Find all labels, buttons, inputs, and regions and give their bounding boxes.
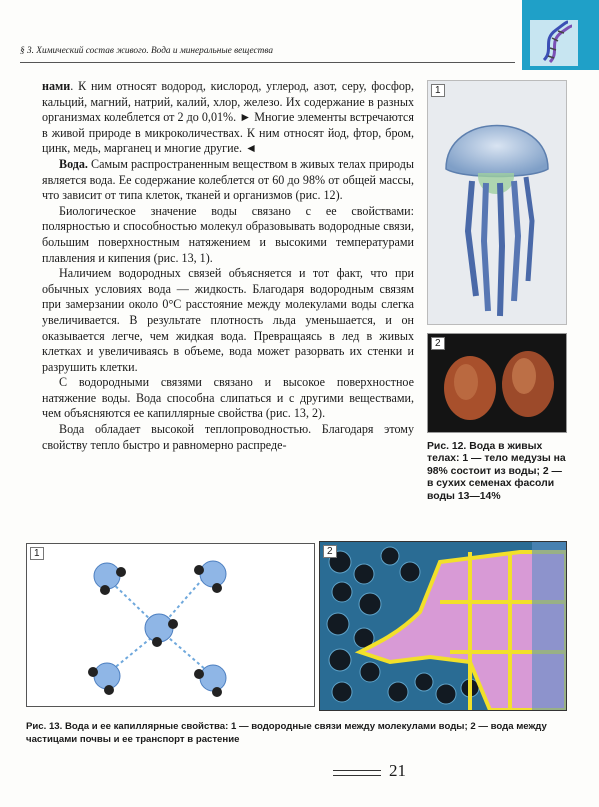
figure-13-1-hydrogen-bonds (26, 543, 315, 707)
page-number: 21 (389, 761, 406, 780)
figure-12-caption: Рис. 12. Вода в живых телах: 1 — тело медузы на 98% состоит из воды; 2 — в сухих семенах фасоли воды 13—14% (427, 441, 566, 502)
water-molecules-diagram (27, 544, 314, 706)
paragraph-1: нами. К ним относят водород, кислород, углерод, азот, серу, фосфор, кальций, магний, натрий, калий, хлор, железо. Их содержание в разных организмах колеблется от 2 до 0,01%. ► Многие элементы встречаются в живой природе в микроколичествах. К ним относят йод, фтор, бром, цинк, медь, марганец и многие другие. ◄ (42, 79, 414, 156)
dna-icon (530, 20, 578, 66)
term-water: Вода. (59, 156, 88, 171)
paragraph-4: Наличием водородных связей объясняется и тот факт, что при обычных условиях вода — жидкость. Благодаря водородным связям при замерзании около 0°С расстояние между молекулами воды слегка увеличивается. В результате плотность льда уменьшается, и он оказывается легче, чем жидкая вода. Превращаясь в лед в живых клетках и увеличиваясь в объеме, вода может разорвать их стенки и разрушить клетки. (42, 266, 414, 374)
page-number-rule (333, 775, 381, 776)
figure-13-2-soil-root (319, 541, 567, 711)
page-number-rule (333, 770, 381, 771)
paragraph-water: Вода. Самым распространенным веществом в живых телах природы является вода. Ее содержание колеблется от 60 до 98% от общей массы, что зависит от типа клеток, тканей и организмов (рис. 12). (42, 156, 414, 203)
figure-label: 2 (431, 337, 445, 350)
bold-fragment: нами (42, 79, 71, 93)
figure-13-caption: Рис. 13. Вода и ее капиллярные свойства: 1 — водородные связи между молекулами воды; 2 — вода между частицами почвы и ее транспорт в растение (26, 721, 547, 745)
figure-label: 1 (431, 84, 445, 97)
paragraph-6: Вода обладает высокой теплопроводностью. Благодаря этому свойству тепло быстро и равномерно распреде- (42, 422, 414, 452)
corner-tab (522, 0, 599, 70)
paragraph-3: Биологическое значение воды связано с ее свойствами: полярностью и способностью молекул образовывать водородные связи, большим поверхностным натяжением и высокими температурами плавления и кипения (рис. 13, 1). (42, 203, 414, 265)
main-text (42, 79, 414, 453)
running-header: § 3. Химический состав живого. Вода и минеральные вещества (20, 46, 273, 56)
figure-label: 2 (323, 545, 337, 558)
soil-root-diagram (320, 542, 566, 710)
figure-12-1-jellyfish (427, 80, 567, 325)
header-rule (20, 62, 515, 63)
paragraph-5: С водородными связями связано и высокое поверхностное натяжение воды. Вода способна слипаться и с другими веществами, чем объясняются ее капиллярные свойства (рис. 13, 2). (42, 375, 414, 421)
bean-seeds-illustration (428, 334, 566, 432)
jellyfish-illustration (428, 81, 566, 324)
figure-12-2-beans (427, 333, 567, 433)
figure-label: 1 (30, 547, 44, 560)
